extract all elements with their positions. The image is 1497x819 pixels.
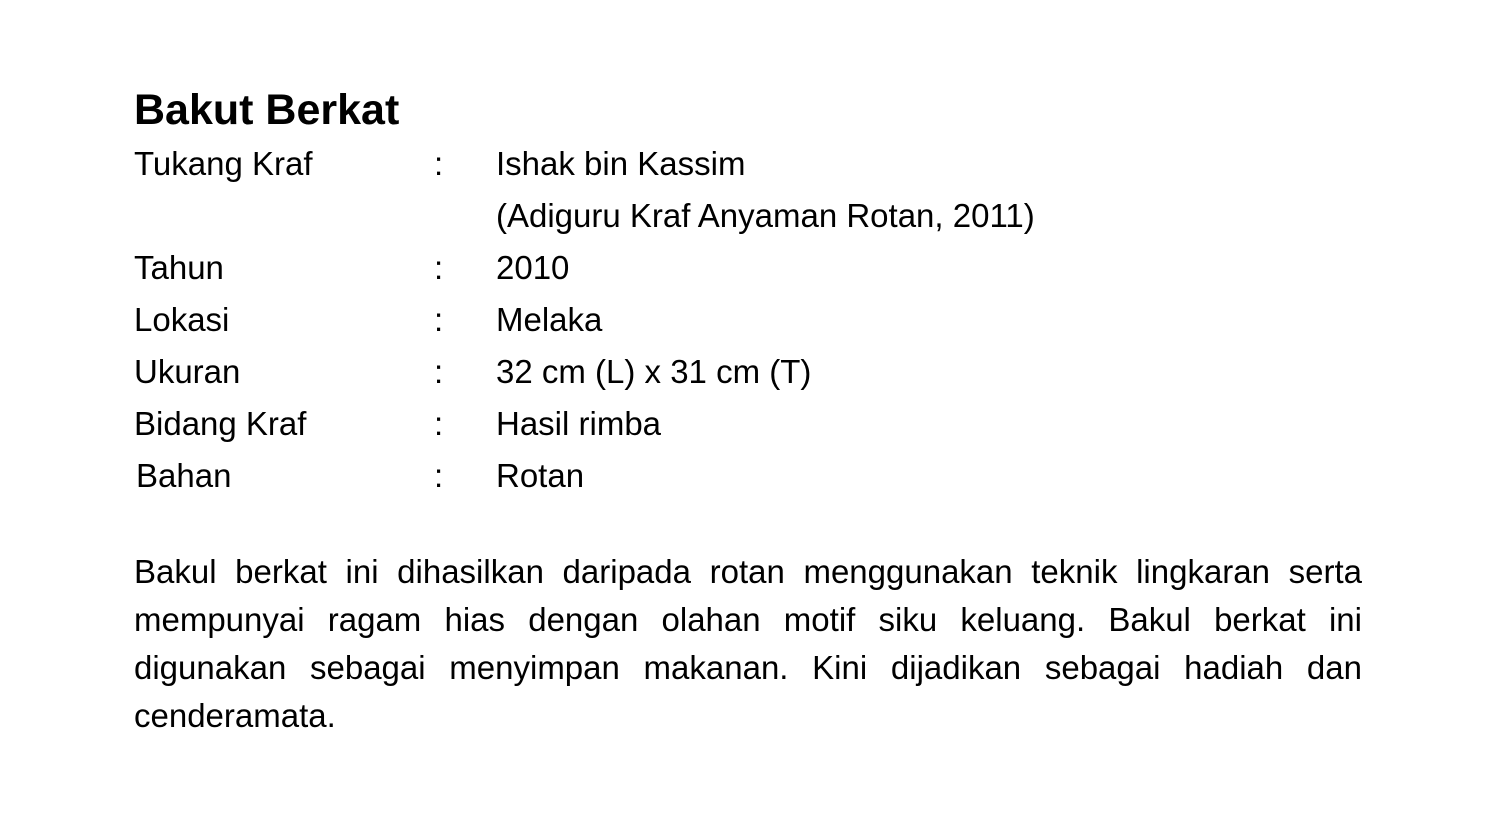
- page-title: Bakut Berkat: [134, 86, 400, 134]
- detail-label: Bahan: [136, 457, 232, 494]
- detail-row-tukang-kraf: [134, 138, 1364, 190]
- detail-separator: :: [434, 145, 444, 182]
- detail-separator: :: [434, 405, 444, 442]
- detail-label: Tahun: [134, 249, 224, 286]
- detail-separator: :: [434, 457, 444, 494]
- detail-value: (Adiguru Kraf Anyaman Rotan, 2011): [496, 197, 1035, 234]
- detail-separator: :: [434, 301, 444, 338]
- detail-value: Melaka: [496, 301, 603, 338]
- document-page: [134, 80, 1364, 773]
- detail-row-lokasi: [134, 294, 1364, 346]
- description-paragraph: Bakul berkat ini dihasilkan daripada rotan menggunakan teknik lingkaran serta mempunyai ragam hias dengan olahan motif siku keluang. Bakul berkat ini digunakan sebagai menyimpan makanan. Kini dijadikan sebagai hadiah dan cenderamata.: [134, 553, 1362, 734]
- detail-separator-blank: [434, 190, 496, 242]
- detail-row-bahan: [134, 450, 1364, 502]
- detail-value: Hasil rimba: [496, 405, 662, 442]
- detail-label: [134, 190, 434, 242]
- detail-label: Ukuran: [134, 353, 241, 390]
- detail-label: Tukang Kraf: [134, 145, 313, 182]
- detail-value: 32 cm (L) x 31 cm (T): [496, 353, 812, 390]
- detail-separator: :: [434, 353, 444, 390]
- detail-value: Rotan: [496, 457, 585, 494]
- detail-value: 2010: [496, 249, 570, 286]
- detail-row-ukuran: [134, 346, 1364, 398]
- detail-value: Ishak bin Kassim: [496, 145, 746, 182]
- details-list: [134, 138, 1364, 502]
- detail-label: Lokasi: [134, 301, 230, 338]
- detail-row-tahun: [134, 242, 1364, 294]
- detail-separator: :: [434, 249, 444, 286]
- detail-label: Bidang Kraf: [134, 405, 307, 442]
- detail-row-tukang-kraf-note: [134, 190, 1364, 242]
- detail-row-bidang-kraf: [134, 398, 1364, 450]
